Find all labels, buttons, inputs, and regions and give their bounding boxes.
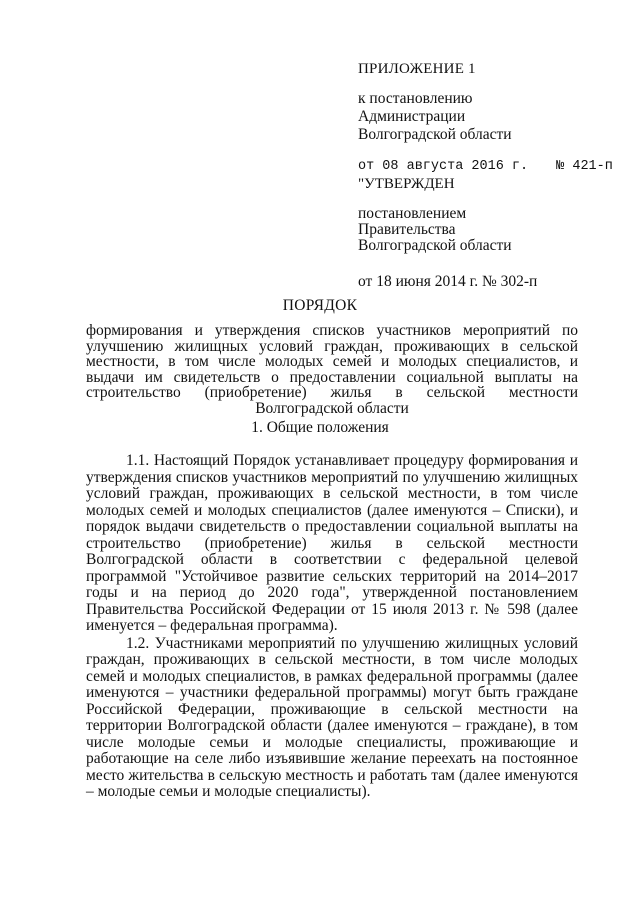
- approval-date: от 18 июня 2014 г. № 302-п: [358, 273, 538, 290]
- annex-date-line: [358, 158, 613, 176]
- annex-line: Волгоградской области: [358, 126, 512, 143]
- paragraph: 1.2. Участниками мероприятий по улучшению жилищных условий граждан, проживающих в сельской местности, в том числе молодых семей и молодых специалистов, в рамках федеральной программы (далее именуются – участники федеральной программы) могут быть граждане Российской Федерации, проживающие в сельской местности на территории Волгоградской области (далее именуются – граждане), в том числе молодые семьи и молодые специалисты, проживающие и работающие на селе либо изъявившие желание переехать на постоянное место жительства в сельскую местность и работать там (далее именуются – молодые семьи и молодые специалисты).: [86, 634, 578, 800]
- document-title: ПОРЯДОК: [282, 297, 358, 314]
- approval-line: Правительства: [358, 221, 456, 238]
- annex-lines: [358, 90, 613, 144]
- approval-line: постановлением: [358, 205, 467, 222]
- annex-line: Администрации: [358, 108, 466, 125]
- document-body: [86, 453, 578, 801]
- approval-lines: [358, 206, 537, 254]
- paragraph: 1.1. Настоящий Порядок устанавливает процедуру формирования и утверждения списков участников мероприятий по улучшению жилищных условий граждан, проживающих в сельской местности, в том числе молодых семей и молодых специалистов (далее именуются – Списки), и порядок выдачи свидетельств о предоставлении социальной выплаты на строительство (приобретение) жилья в сельской местности Волгоградской области в соответствии с федеральной целевой программой "Устойчивое развитие сельских территорий на 2014–2017 годы и на период до 2020 года", утвержденной постановлением Правительства Российской Федерации от 15 июля 2013 г. № 598 (далее именуется – федеральная программа).: [86, 452, 578, 634]
- annex-title: ПРИЛОЖЕНИЕ 1: [358, 61, 476, 77]
- section-heading: 1. Общие положения: [251, 419, 389, 436]
- annex-number: № 421-п: [556, 159, 613, 174]
- document-subtitle: формирования и утверждения списков участников мероприятий по улучшению жилищных условий граждан, проживающих в сельской местности, в том числе молодых семей и молодых специалистов, и выдачи им свидетельств о предоставлении социальной выплаты на строительство (приобретение) жилья в сельской местности Волгоградской области: [86, 322, 578, 417]
- annex-line: к постановлению: [358, 90, 473, 107]
- approval-line: Волгоградской области: [358, 237, 512, 254]
- approval-stamp: [358, 176, 537, 290]
- annex-header: [358, 60, 613, 176]
- annex-date: от 08 августа 2016 г.: [358, 159, 529, 174]
- approval-title: "УТВЕРЖДЕН: [358, 176, 455, 192]
